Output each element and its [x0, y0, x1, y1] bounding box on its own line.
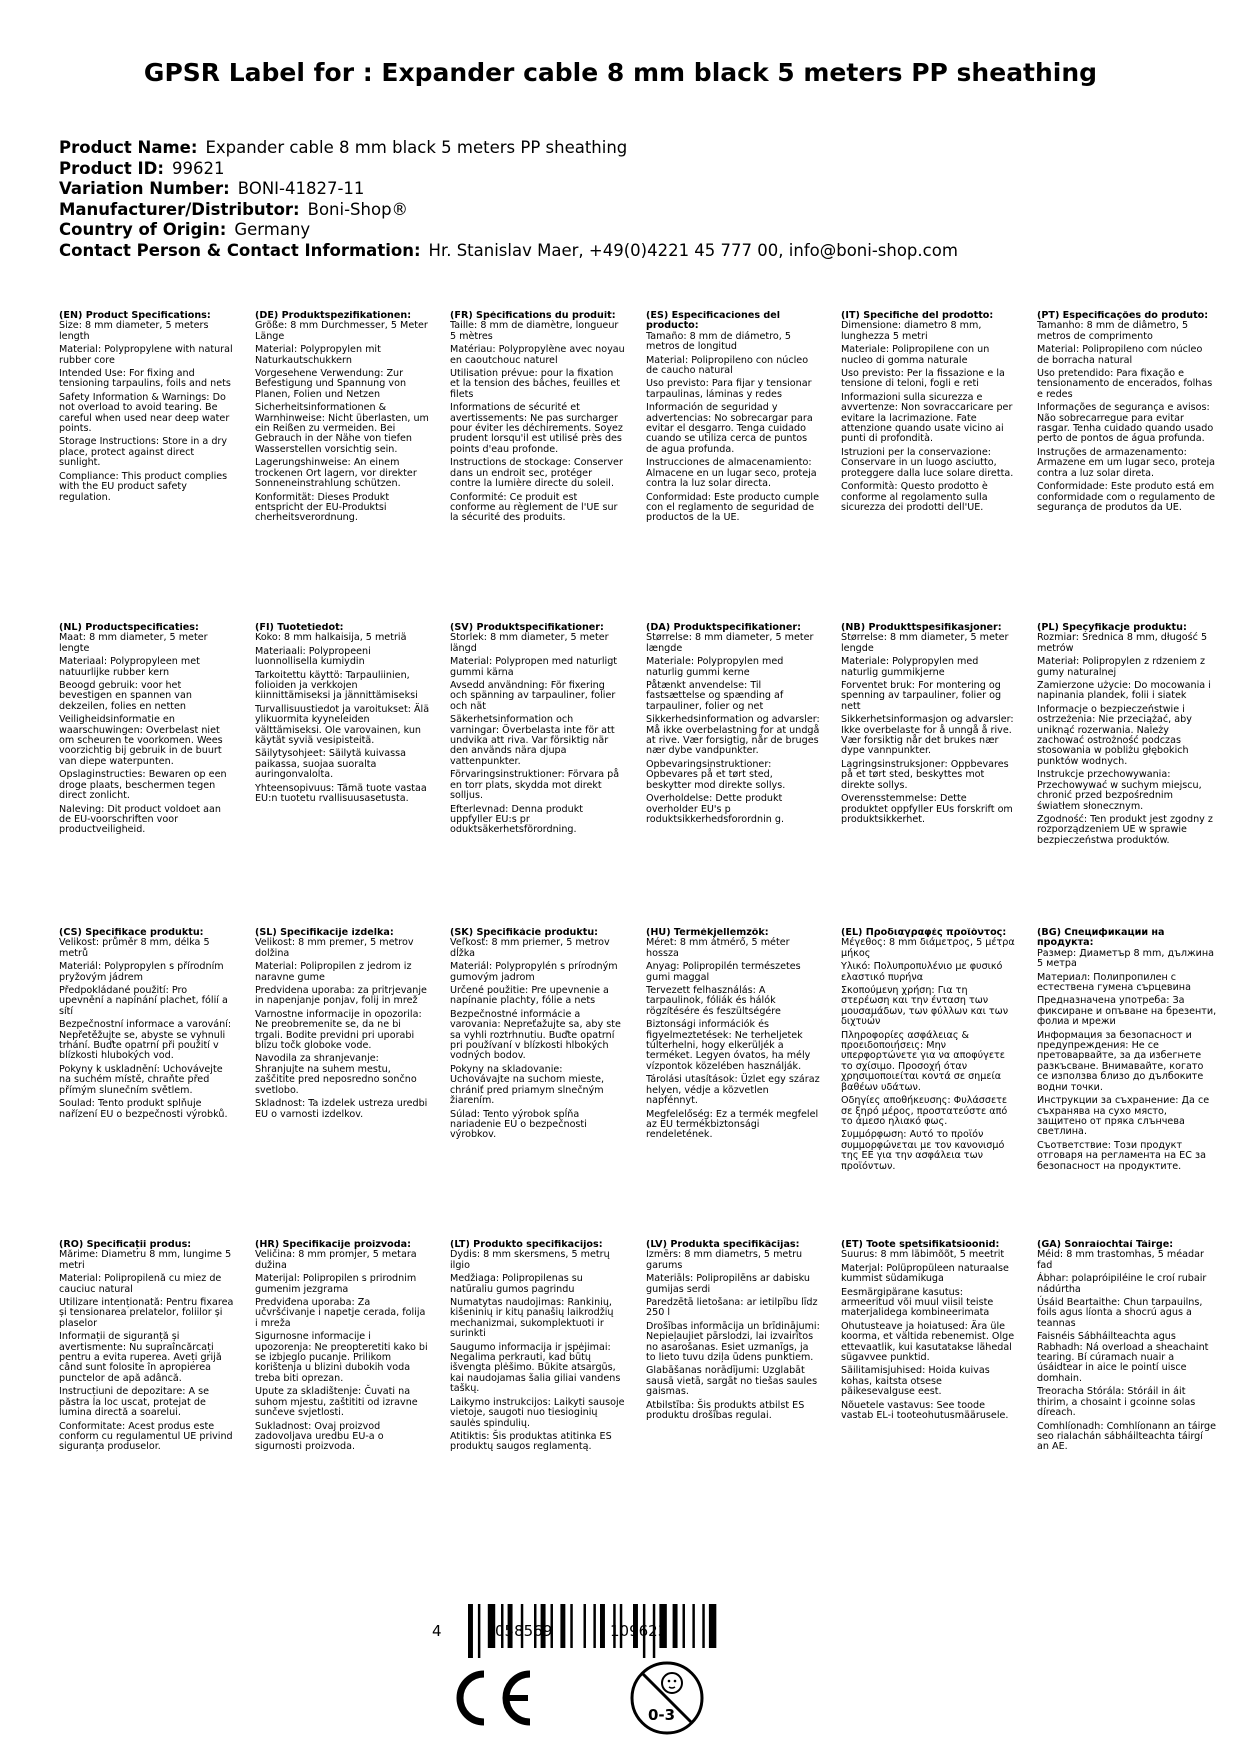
info-label: Manufacturer/Distributor:	[59, 199, 300, 219]
spec-block	[841, 623, 1016, 828]
spec-heading: (DA) Produktspecifikationer:	[646, 623, 801, 633]
spec-line: Medžiaga: Polipropilenas su natūraliu gumos pagrindu	[450, 1273, 583, 1295]
spec-heading: (CS) Specifikace produktu:	[59, 928, 204, 938]
spec-line: Instrukcje przechowywania: Przechowywać w suchym miejscu, chronić przed bezpośrednim światłem słonecznym.	[1037, 769, 1202, 812]
spec-line: Forventet bruk: For montering og spenning av tarpauliner, folier og nett	[841, 680, 1002, 712]
spec-block	[1037, 623, 1217, 849]
spec-heading: (PL) Specyfikacje produktu:	[1037, 623, 1187, 633]
spec-line: Intended Use: For fixing and tensioning tarpaulins, foils and nets	[59, 368, 231, 390]
spec-line: Størrelse: 8 mm diameter, 5 meter længde	[646, 632, 814, 654]
spec-line: Materiál: Polypropylen s přírodním pryžovým jádrem	[59, 961, 224, 983]
spec-line: Material: Polypropylen mit Naturkautschukkern	[255, 344, 381, 366]
spec-line: Předpokládané použití: Pro upevnění a napínání plachet, fólií a sítí	[59, 985, 228, 1017]
spec-line: Tarkoitettu käyttö: Tarpauliinien, folioiden ja verkkojen kiinnittämiseksi ja jännittämiseksi	[255, 669, 418, 702]
info-value: BONI-41827-11	[237, 179, 365, 198]
product-info	[59, 138, 958, 261]
spec-line: Navodila za shranjevanje: Shranjujte na suhem mestu, zaščitite pred neposredno sončno svetlobo.	[255, 1053, 417, 1096]
spec-block	[450, 623, 625, 839]
age-range-label: 0-3	[648, 1706, 676, 1724]
spec-line: Velikost: 8 mm premer, 5 metrov dolžina	[255, 937, 414, 959]
spec-line: Istruzioni per la conservazione: Conservare in un luogo asciutto, proteggere dalla luce solare diretta.	[841, 446, 1014, 479]
spec-line: Предназначена употреба: За фиксиране и опъване на брезенти, фолиа и мрежи	[1037, 995, 1217, 1028]
spec-line: Velikost: průměr 8 mm, délka 5 metrů	[59, 937, 210, 959]
spec-line: Paredzētā lietošana: ar ietilpību līdz 250 l	[646, 1297, 818, 1319]
spec-block	[450, 928, 625, 1144]
spec-line: Materiale: Polypropylen med naturlig gummi kerne	[646, 656, 784, 678]
barcode-bar	[478, 1604, 480, 1658]
spec-heading: (HU) Termékjellemzők:	[646, 928, 769, 938]
spec-line: Instructions de stockage: Conserver dans un endroit sec, protéger contre la lumière directe du soleil.	[450, 457, 623, 490]
barcode-bar	[683, 1604, 685, 1648]
spec-line: Anyag: Polipropilén természetes gumi maggal	[646, 961, 801, 983]
spec-line: Size: 8 mm diameter, 5 meters length	[59, 320, 209, 342]
spec-line: Biztonsági információk és figyelmeztetések: Ne terheljetek túlterhelni, hogy elkerüljék a terméket. Legyen óvatos, ha mély vízpontok közelében használják.	[646, 1019, 811, 1072]
spec-line: Efterlevnad: Denna produkt uppfyller EU:s pr oduktsäkerhetsförordning.	[450, 803, 584, 836]
spec-line: Drošības informācija un brīdinājumi: Nepieļaujiet pārslodzi, lai izvairītos no asarošanas. Esiet uzmanīgs, ja to lieto tuvu dziļa ūdens punktiem.	[646, 1320, 820, 1364]
spec-heading: (PT) Especificações do produto:	[1037, 311, 1209, 321]
spec-heading: (LT) Produkto specifikacijos:	[450, 1240, 603, 1250]
spec-line: Instruções de armazenamento: Armazene em um lugar seco, proteja contra a luz solar direta.	[1037, 446, 1216, 479]
info-value: 99621	[171, 158, 225, 178]
spec-line: Konformität: Dieses Produkt entspricht der EU-Produktsi cherheitsverordnung.	[255, 491, 390, 524]
spec-line: Compliance: This product complies with the EU product safety regulation.	[59, 470, 228, 503]
spec-line: Информация за безопасност и предупреждения: Не се претоварвайте, за да избегнете разкъсване. Внимавайте, когато се използва близо до дълбоките водни точки.	[1037, 1029, 1204, 1093]
spec-line: Съответствие: Този продукт отговаря на регламента на ЕС за безопасност на продуктите.	[1037, 1139, 1206, 1172]
barcode-bar	[709, 1604, 716, 1648]
spec-line: Maat: 8 mm diameter, 5 meter lengte	[59, 632, 208, 654]
spec-line: Material: Polypropylene with natural rubber core	[59, 344, 233, 366]
spec-heading: (GA) Sonraíochtaí Táirge:	[1037, 1240, 1174, 1250]
spec-line: Utilizare intenționată: Pentru fixarea și tensionarea prelatelor, foliilor și plaselor	[59, 1297, 234, 1329]
spec-line: Μέγεθος: 8 mm διάμετρος, 5 μέτρα μήκος	[841, 937, 1015, 959]
spec-line: Comhlíonadh: Comhlíonann an táirge seo rialachán sábháilteachta táirgí an AE.	[1037, 1420, 1217, 1453]
spec-line: Zamierzone użycie: Do mocowania i napinania plandek, folii i siatek	[1037, 680, 1211, 702]
spec-line: Turvallisuustiedot ja varoitukset: Älä ylikuormita kyyneleiden välttämiseksi. Ole varovainen, kun käytät syviä vesipisteitä.	[255, 703, 430, 747]
info-row	[59, 138, 958, 159]
barcode-bar	[570, 1604, 572, 1648]
spec-line: Numatytas naudojimas: Rankinių, kišeninių ir kitų panašių laikrodžių mechanizmai, sukomplektuoti ir surinkti	[450, 1297, 614, 1340]
spec-line: Tamaño: 8 mm de diámetro, 5 metros de longitud	[646, 330, 791, 353]
spec-line: Vorgesehene Verwendung: Zur Befestigung und Spannung von Planen, Folien und Netzen	[255, 368, 407, 400]
spec-line: Dydis: 8 mm skersmens, 5 metrų ilgio	[450, 1249, 610, 1271]
spec-line: Materiaali: Polypropeeni luonnollisella kumiydin	[255, 645, 371, 668]
spec-block	[59, 311, 234, 506]
spec-block	[255, 928, 430, 1123]
spec-line: Soulad: Tento produkt splňuje nařízení EU o bezpečnosti výrobků.	[59, 1098, 228, 1120]
spec-line: Atbilstība: Šis produkts atbilst ES produktu drošības regulai.	[646, 1399, 805, 1422]
spec-line: Påtænkt anvendelse: Til fastsættelse og spænding af tarpauliner, folier og net	[646, 680, 784, 712]
spec-line: Materijal: Polipropilen s prirodnim gumenim jezgrama	[255, 1273, 417, 1295]
barcode-digits-left: 058569	[495, 1622, 553, 1640]
spec-block	[646, 1240, 821, 1425]
info-row	[59, 241, 958, 262]
spec-line: Opbevaringsinstruktioner: Opbevares på et tørt sted, beskytter mod direkte sollys.	[646, 758, 786, 791]
spec-heading: (ES) Especificaciones del producto:	[646, 311, 781, 332]
age-warning-icon	[628, 1659, 706, 1737]
spec-heading: (SK) Špecifikácie produktu:	[450, 928, 599, 938]
info-value: Germany	[234, 220, 311, 239]
spec-line: Skladnost: Ta izdelek ustreza uredbi EU o varnosti izdelkov.	[255, 1098, 428, 1120]
spec-heading: (RO) Specificații produs:	[59, 1240, 192, 1250]
spec-block	[646, 928, 821, 1144]
spec-line: Megfelelőség: Ez a termék megfelel az EU termékbiztonsági rendeletének.	[646, 1108, 819, 1141]
spec-block	[646, 623, 821, 828]
spec-line: Avsedd användning: För fixering och spänning av tarpauliner, folier och nät	[450, 680, 616, 712]
spec-block	[841, 1240, 1016, 1425]
spec-line: Taille: 8 mm de diamètre, longueur 5 mètres	[450, 320, 619, 342]
spec-line: Informații de siguranță și avertismente: Nu supraîncărcați pentru a evita ruperea. Aveți grijă când sunt folosite în apropierea punctelor de apă adâncă.	[59, 1331, 222, 1384]
spec-line: Saugumo informacija ir įspėjimai: Negalima perkrauti, kad būtų išvengta plėšimo. Būkite atsargūs, kai naudojamas šalia giliai vandens taškų.	[450, 1341, 621, 1395]
spec-heading: (NB) Produkttspesifikasjoner:	[841, 623, 1002, 633]
spec-line: Laikymo instrukcijos: Laikyti sausoje vietoje, saugoti nuo tiesioginių saulės spindulių.	[450, 1396, 625, 1429]
spec-line: Eesmärgipärane kasutus: armeeritud või muul viisil teiste materjalidega kombineerimata	[841, 1286, 994, 1319]
spec-line: Pokyny k uskladnění: Uchovávejte na suchém místě, chraňte před přímým slunečním světlem.	[59, 1063, 223, 1096]
spec-heading: (EN) Product Specifications:	[59, 311, 211, 321]
spec-line: Určené použitie: Pre upevnenie a napínanie plachty, fólie a nets	[450, 985, 609, 1007]
spec-line: Lagerungshinweise: An einem trockenen Ort lagern, vor direkter Sonneneinstrahlung schützen.	[255, 457, 417, 490]
spec-line: Conformidad: Este producto cumple con el reglamento de seguridad de productos de la UE.	[646, 491, 819, 524]
spec-heading: (DE) Produktspezifikationen:	[255, 311, 412, 321]
spec-line: Zgodność: Ten produkt jest zgodny z rozporządzeniem UE w sprawie bezpieczeństwa produktów.	[1037, 813, 1213, 846]
spec-line: Materjal: Polüpropüleen naturaalse kummist südamikuga	[841, 1262, 1009, 1285]
barcode-digit-lead: 4	[432, 1622, 442, 1640]
spec-heading: (ET) Toote spetsifikatsioonid:	[841, 1240, 1000, 1250]
spec-line: Koko: 8 mm halkaisija, 5 metriä	[255, 632, 407, 644]
spec-heading: (NL) Productspecificaties:	[59, 623, 199, 633]
ce-mark-icon	[454, 1668, 536, 1728]
spec-line: Σκοπούμενη χρήση: Για τη στερέωση και την ένταση των μουσαμάδων, των φύλλων και των διχτυών	[841, 985, 1009, 1028]
spec-line: Varnostne informacije in opozorila: Ne preobremenite se, da ne bi trgali. Bodite previdni pri uporabi blizu točk globoke vode.	[255, 1008, 422, 1052]
spec-line: Glabāšanas norādījumi: Uzglabāt sausā vietā, sargāt no tiešas saules gaismas.	[646, 1365, 818, 1398]
spec-line: Predviđena uporaba: Za učvršćivanje i napetje cerada, folija i mreža	[255, 1297, 426, 1329]
spec-block	[59, 1240, 234, 1456]
spec-line: Sikkerhedsinformation og advarsler: Må ikke overbelastning for at undgå at rive. Vær forsigtig, når de bruges nær dybe vandpunkter.	[646, 714, 820, 757]
spec-line: Materiál: Polypropylén s prírodným gumovým jadrom	[450, 961, 618, 983]
spec-line: Atitiktis: Šis produktas atitinka ES produktų saugos reglamentą.	[450, 1430, 612, 1453]
spec-block	[450, 311, 625, 527]
spec-line: Sigurnosne informacije i upozorenja: Ne preopteretiti kako bi se izbjeglo pucanje. Prilikom korištenja u blizini dubokih voda treba biti oprezan.	[255, 1331, 428, 1384]
spec-line: Información de seguridad y advertencias: No sobrecargar para evitar el desgarro. Tenga cuidado cuando se utiliza cerca de puntos de agua profunda.	[646, 402, 813, 455]
spec-line: Overholdelse: Dette produkt overholder EU's p roduktsikkerhedsforordnin g.	[646, 793, 785, 825]
spec-line: Overensstemmelse: Dette produktet oppfyller EUs forskrift om produktsikkerhet.	[841, 793, 1013, 825]
spec-line: Förvaringsinstruktioner: Förvara på en torr plats, skydda mot direkt solljus.	[450, 769, 620, 802]
spec-heading: (HR) Specifikacije proizvoda:	[255, 1240, 411, 1250]
info-label: Contact Person & Contact Information:	[59, 240, 421, 260]
spec-line: Predvidena uporaba: za pritrjevanje in napenjanje ponjav, folij in mrež	[255, 985, 427, 1007]
spec-line: Informazioni sulla sicurezza e avvertenze: Non sovraccaricare per evitare la lacrimazione. Fate attenzione quando usate vicino ai punti di profondità.	[841, 391, 1013, 445]
spec-line: Uso previsto: Para fijar y tensionar tarpaulinas, láminas y redes	[646, 378, 812, 400]
spec-line: Conformidade: Este produto está em conformidade com o regulamento de segurança de produtos da UE.	[1037, 481, 1216, 513]
spec-line: Размер: Диаметър 8 mm, дължина 5 метра	[1037, 947, 1215, 970]
spec-line: Rozmiar: Średnica 8 mm, długość 5 metrów	[1037, 632, 1208, 654]
spec-line: Dimensione: diametro 8 mm, lunghezza 5 metri	[841, 320, 982, 342]
spec-heading: (FI) Tuotetiedot:	[255, 623, 344, 633]
spec-line: Ábhar: polapróipiléine le croí rubair nádúrtha	[1037, 1273, 1207, 1295]
spec-line: Bezpečnostní informace a varování: Nepřetěžujte se, abyste se vyhnuli trhání. Buďte opatrní při použití v blízkosti hlubokých vod.	[59, 1019, 232, 1062]
spec-line: Uso pretendido: Para fixação e tensionamento de encerados, folhas e redes	[1037, 368, 1213, 400]
info-label: Country of Origin:	[59, 220, 227, 239]
spec-line: Úsáid Beartaithe: Chun tarpauilns, foils agus líonta a shocrú agus a teannas	[1037, 1297, 1203, 1329]
spec-block	[255, 623, 430, 808]
spec-line: Säkerhetsinformation och varningar: Överbelasta inte för att undvika att riva. Var försiktig när den används nära djupa vattenpunkter.	[450, 714, 615, 767]
spec-line: Συμμόρφωση: Αυτό το προϊόν συμμορφώνεται με τον κανονισμό της ΕΕ για την ασφάλεια των προϊόντων.	[841, 1129, 1005, 1172]
info-label: Product Name:	[59, 138, 198, 157]
spec-line: Veiligheidsinformatie en waarschuwingen: Overbelast niet om scheuren te voorkomen. Wees voorzichtig bij gebruik in de buurt van diepe waterpunten.	[59, 714, 223, 767]
spec-line: Utilisation prévue: pour la fixation et la tension des bâches, feuilles et filets	[450, 368, 621, 400]
spec-line: Материал: Полипропилен с естествена гумена сърцевина	[1037, 971, 1191, 994]
spec-line: Material: Polypropen med naturligt gummi kärna	[450, 656, 618, 678]
spec-line: Pokyny na skladovanie: Uchovávajte na suchom mieste, chrániť pred priamym slnečným žiarením.	[450, 1063, 605, 1107]
spec-line: Conformità: Questo prodotto è conforme al regolamento sulla sicurezza dei prodotti dell'UE.	[841, 481, 988, 513]
spec-line: Veľkosť: 8 mm priemer, 5 metrov dĺžka	[450, 937, 610, 959]
spec-line: Sikkerhetsinformasjon og advarsler: Ikke overbelaste for å unngå å rive. Vær forsiktig når det brukes nær dype vannpunkter.	[841, 714, 1014, 757]
info-label: Product ID:	[59, 158, 164, 178]
spec-line: Méret: 8 mm átmérő, 5 méter hossza	[646, 937, 790, 959]
spec-heading: (BG) Спецификации на продукта:	[1037, 928, 1165, 949]
spec-line: Säilitamisjuhised: Hoida kuivas kohas, kaitsta otsese päikesevalguse eest.	[841, 1365, 990, 1398]
spec-line: Materiaal: Polypropyleen met natuurlijke rubber kern	[59, 656, 200, 678]
spec-line: Yhteensopivuus: Tämä tuote vastaa EU:n tuotetu rvallisuusasetusta.	[255, 782, 427, 805]
spec-line: Informations de sécurité et avertissements: Ne pas surcharger pour éviter les déchirements. Soyez prudent lorsqu'il est utilisé près des points d'eau profonde.	[450, 402, 623, 455]
spec-line: Instrucciones de almacenamiento: Almacene en un lugar seco, proteja contra la luz solar directa.	[646, 457, 817, 490]
info-row	[59, 179, 958, 200]
barcode-bar	[468, 1604, 473, 1658]
spec-heading: (SV) Produktspecifikationer:	[450, 623, 604, 633]
spec-line: Materiale: Polypropylen med naturlig gummikjerne	[841, 656, 979, 678]
barcode-bar	[600, 1604, 605, 1648]
spec-line: Инструкции за съхранение: Да се съхранява на сухо място, защитено от пряка слънчева светлина.	[1037, 1095, 1210, 1138]
spec-heading: (SL) Specifikacije izdelka:	[255, 928, 394, 938]
info-row	[59, 159, 958, 180]
info-row	[59, 200, 958, 221]
spec-block	[1037, 311, 1217, 516]
barcode-bar	[560, 1604, 565, 1648]
spec-heading: (EL) Προδιαγραφές προϊόντος:	[841, 928, 1007, 938]
barcode-bar	[593, 1604, 595, 1648]
spec-line: Bezpečnostné informácie a varovania: Nepreťažujte sa, aby ste sa vyhli roztrhnutiu. Buďte opatrní pri používaní v blízkosti hlbokých vodných bodov.	[450, 1008, 621, 1062]
spec-line: Materiale: Polipropilene con un nucleo di gomma naturale	[841, 344, 990, 366]
spec-line: Lagringsinstruksjoner: Oppbevares på et tørt sted, beskyttes mot direkte sollys.	[841, 758, 1009, 791]
spec-line: Conformitate: Acest produs este conform cu regulamentul UE privind siguranța produselor.	[59, 1420, 233, 1453]
spec-heading: (IT) Specifiche del prodotto:	[841, 311, 994, 321]
spec-line: Conformité: Ce produit est conforme au règlement de l'UE sur la sécurité des produits.	[450, 491, 618, 524]
info-row	[59, 220, 958, 241]
spec-block	[59, 623, 234, 839]
spec-block	[255, 311, 430, 527]
barcode-bar	[692, 1604, 694, 1648]
info-label: Variation Number:	[59, 179, 230, 198]
spec-line: Material: Polipropilenă cu miez de cauciuc natural	[59, 1273, 222, 1295]
spec-line: Nõuetele vastavus: See toode vastab EL-i tooteohutusmäärusele.	[841, 1399, 1009, 1422]
spec-line: Safety Information & Warnings: Do not overload to avoid tearing. Be careful when used near deep water points.	[59, 391, 230, 435]
spec-block	[59, 928, 234, 1123]
info-value: Boni-Shop®	[307, 199, 409, 219]
spec-line: Informacje o bezpieczeństwie i ostrzeżenia: Nie przeciążać, aby uniknąć rozerwania. Należy zachować ostrożność podczas stosowania w pobliżu głębokich punktów wodnych.	[1037, 703, 1192, 767]
spec-line: Tervezett felhasználás: A tarpaulinok, fóliák és hálók rögzítésére és feszültségére	[646, 985, 781, 1017]
spec-line: Sukladnost: Ovaj proizvod zadovoljava uredbu EU-a o sigurnosti proizvoda.	[255, 1420, 384, 1453]
spec-line: Säilytysohjeet: Säilytä kuivassa paikassa, suojaa suoralta auringonvalolta.	[255, 748, 406, 781]
spec-line: Storlek: 8 mm diameter, 5 meter längd	[450, 632, 609, 654]
spec-line: Tárolási utasítások: Üzlet egy száraz helyen, védje a közvetlen napfénnyt.	[646, 1074, 820, 1107]
spec-block	[646, 311, 821, 527]
spec-line: Πληροφορίες ασφάλειας & προειδοποιήσεις: Μην υπερφορτώνετε για να αποφύγετε το σχίσιμο. Προσοχή όταν χρησιμοποιείται κοντά σε σημεία βαθέων υδάτων.	[841, 1029, 1005, 1093]
spec-line: Méid: 8 mm trastomhas, 5 méadar fad	[1037, 1249, 1204, 1271]
barcode-bar	[702, 1604, 704, 1648]
spec-line: Upute za skladištenje: Čuvati na suhom mjestu, zaštititi od izravne sunčeve svjetlosti.	[255, 1386, 418, 1419]
info-value: Hr. Stanislav Maer, +49(0)4221 45 777 00, info@boni-shop.com	[428, 240, 958, 260]
spec-line: Naleving: Dit product voldoet aan de EU-voorschriften voor productveiligheid.	[59, 803, 221, 836]
spec-line: Izmērs: 8 mm diametrs, 5 metru garums	[646, 1249, 803, 1271]
spec-block	[841, 311, 1016, 516]
spec-line: Material: Polipropilen z jedrom iz naravne gume	[255, 961, 412, 983]
spec-line: Tamanho: 8 mm de diâmetro, 5 metros de comprimento	[1037, 320, 1189, 342]
barcode-bar	[673, 1604, 678, 1648]
spec-line: Faisnéis Sábháilteachta agus Rabhadh: Ná overload a sheachaint tearing. Bí cúramach nuair a úsáidtear in aice le pointí uisce domhain.	[1037, 1331, 1209, 1384]
spec-line: Materiāls: Polipropilēns ar dabisku gumijas serdi	[646, 1273, 810, 1295]
spec-block	[841, 928, 1016, 1175]
info-value: Expander cable 8 mm black 5 meters PP sheathing	[205, 138, 628, 157]
spec-line: Matériau: Polypropylène avec noyau en caoutchouc naturel	[450, 344, 625, 366]
spec-line: Material: Polipropileno com núcleo de borracha natural	[1037, 344, 1203, 366]
spec-line: Opslaginstructies: Bewaren op een droge plaats, beschermen tegen direct zonlicht.	[59, 769, 227, 802]
spec-line: Informações de segurança e avisos: Não sobrecarregue para evitar rasgar. Tenha cuidado quando usado perto de pontos de água profunda.	[1037, 402, 1214, 445]
spec-heading: (LV) Produkta specifikācijas:	[646, 1240, 800, 1250]
spec-line: Υλικό: Πολυπροπυλένιο με φυσικό ελαστικό πυρήνα	[841, 961, 1003, 983]
spec-line: Sicherheitsinformationen & Warnhinweise: Nicht überlasten, um ein Reißen zu vermeiden. Bei Gebrauch in der Nähe von tiefen Wasserstellen vorsichtig sein.	[255, 402, 429, 455]
spec-line: Οδηγίες αποθήκευσης: Φυλάσσετε σε ξηρό μέρος, προστατεύστε από το άμεσο ηλιακό φως.	[841, 1095, 1008, 1127]
spec-line: Ohutusteave ja hoiatused: Ära üle koorma, et vältida rebenemist. Olge ettevaatlik, kui kasutatakse lähedal sügavvee punktid.	[841, 1320, 1015, 1364]
spec-block	[450, 1240, 625, 1456]
spec-line: Material: Polipropileno con núcleo de caucho natural	[646, 354, 809, 377]
spec-line: Súlad: Tento výrobok spĺňa nariadenie EÚ o bezpečnosti výrobkov.	[450, 1108, 587, 1141]
spec-block	[1037, 1240, 1217, 1456]
spec-line: Storage Instructions: Store in a dry place, protect against direct sunlight.	[59, 436, 228, 469]
spec-line: Beoogd gebruik: voor het bevestigen en spannen van dekzeilen, folies en netten	[59, 680, 192, 712]
spec-line: Suurus: 8 mm läbimõõt, 5 meetrit	[841, 1249, 1005, 1261]
page-title: GPSR Label for : Expander cable 8 mm black 5 meters PP sheathing	[143, 58, 1098, 87]
spec-line: Uso previsto: Per la fissazione e la tensione di teloni, fogli e reti	[841, 368, 1005, 390]
spec-line: Veličina: 8 mm promjer, 5 metara dužina	[255, 1249, 417, 1271]
spec-heading: (FR) Spécifications du produit:	[450, 311, 616, 321]
spec-line: Instrucțiuni de depozitare: A se păstra la loc uscat, protejat de lumina directă a soarelui.	[59, 1386, 210, 1419]
spec-block	[255, 1240, 430, 1456]
spec-block	[1037, 928, 1217, 1175]
spec-line: Mărime: Diametru 8 mm, lungime 5 metri	[59, 1249, 232, 1271]
barcode-digits-right: 109623	[610, 1622, 668, 1640]
spec-line: Størrelse: 8 mm diameter, 5 meter lengde	[841, 632, 1009, 654]
barcode-bar	[584, 1604, 586, 1648]
spec-line: Größe: 8 mm Durchmesser, 5 Meter Länge	[255, 320, 428, 342]
spec-line: Treoracha Stórála: Stóráil in áit thirim, a chosaint i gcoinne solas díreach.	[1037, 1386, 1196, 1419]
spec-line: Materiał: Polipropylen z rdzeniem z gumy naturalnej	[1037, 656, 1206, 678]
